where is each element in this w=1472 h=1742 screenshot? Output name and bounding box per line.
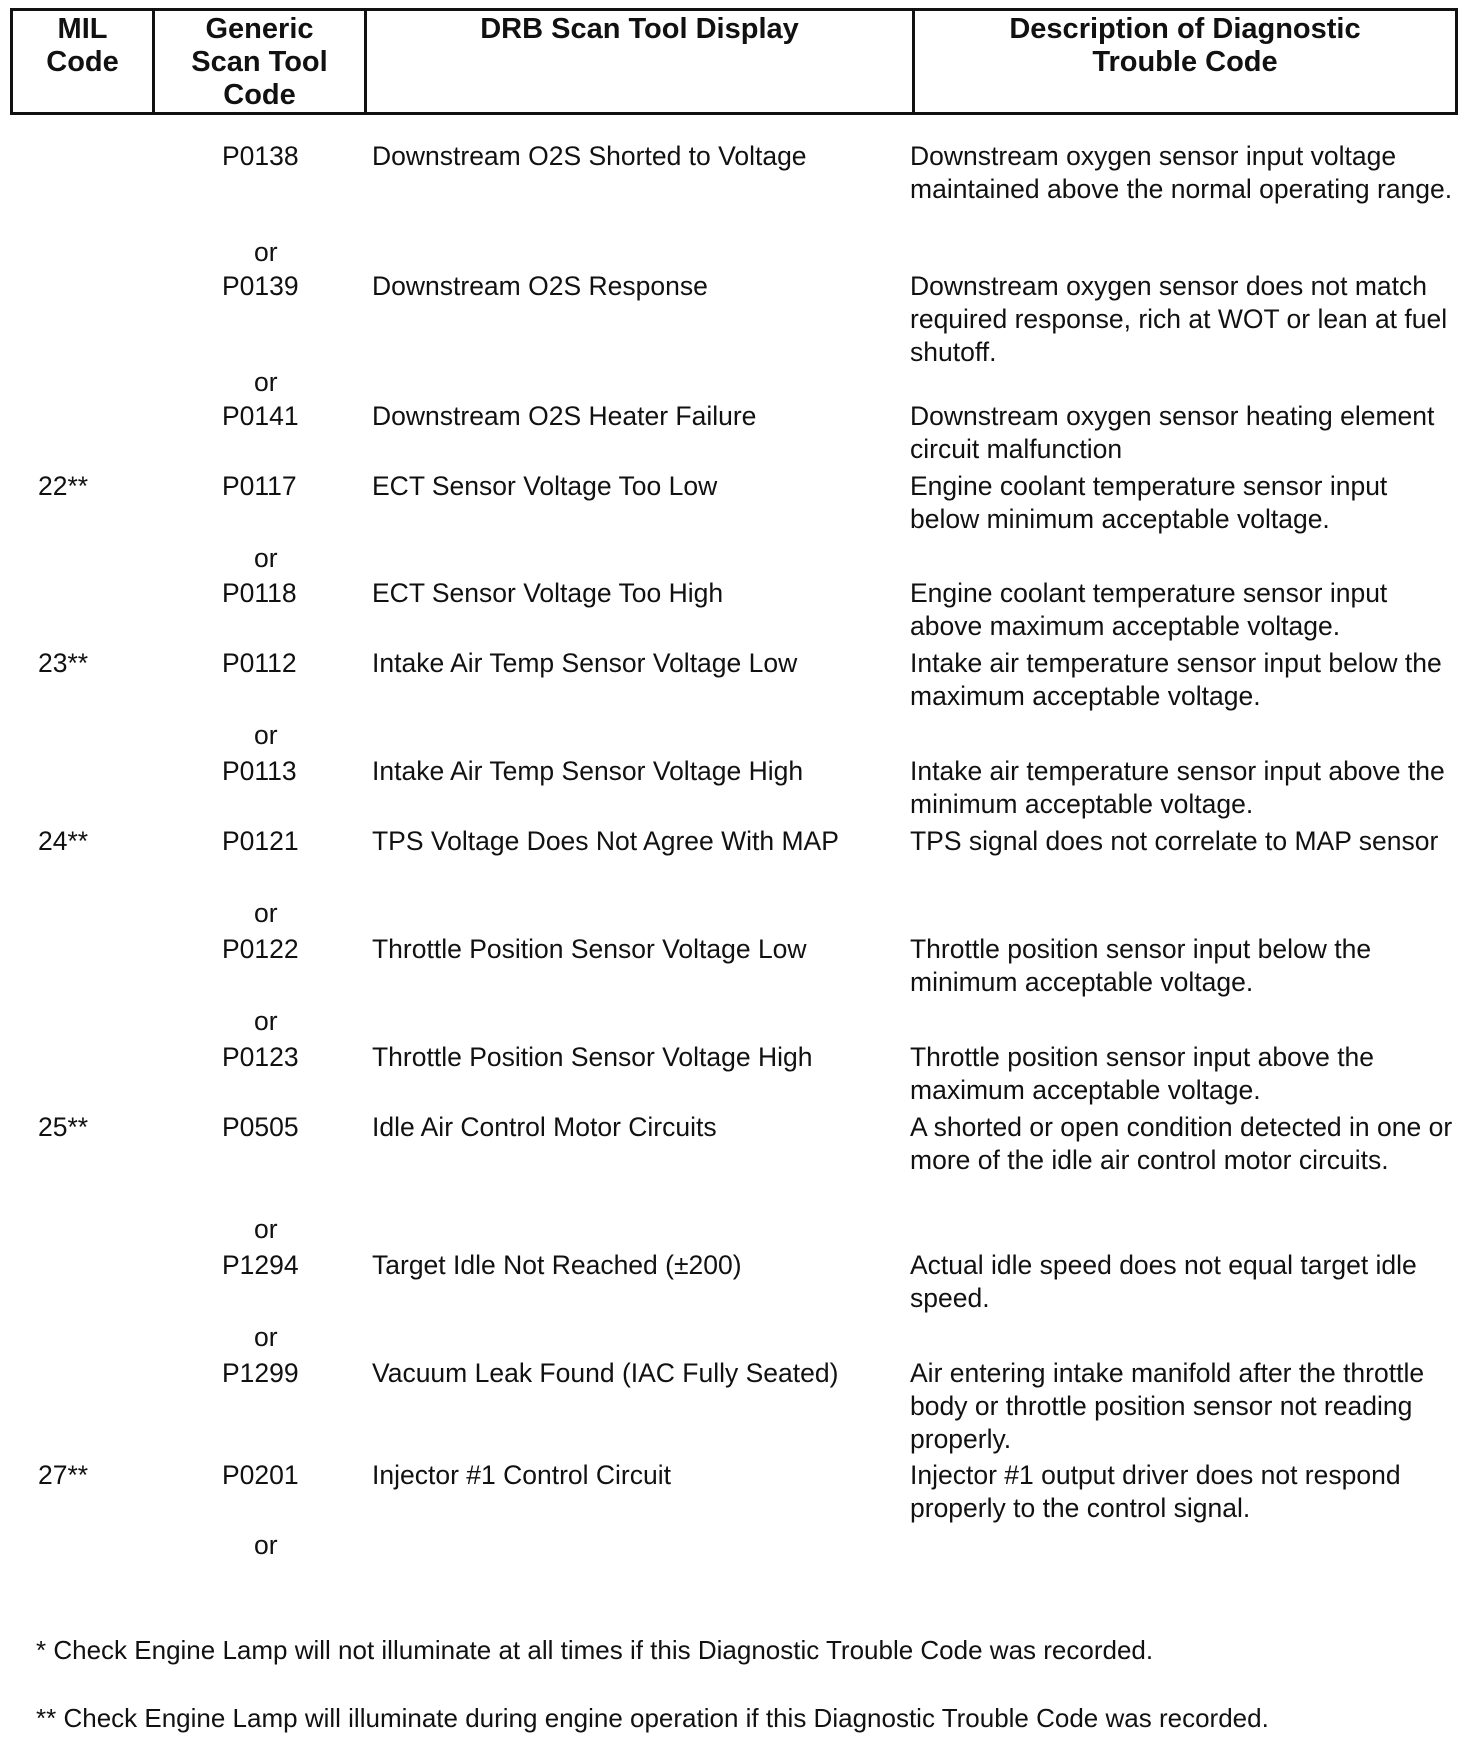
or-label: or <box>254 367 278 397</box>
display-cell: Throttle Position Sensor Voltage Low <box>372 934 807 964</box>
table-row <box>0 577 1472 647</box>
or-separator <box>0 1529 1472 1565</box>
generic-code-cell: P1299 <box>222 1358 299 1388</box>
generic-code-cell: P0201 <box>222 1460 299 1490</box>
dtc-table-body <box>0 140 1472 1565</box>
table-row <box>0 470 1472 542</box>
table-row <box>0 647 1472 719</box>
description-cell: Downstream oxygen sensor input voltage maintained above the normal operating range. <box>910 141 1453 204</box>
or-label: or <box>254 720 278 750</box>
or-label: or <box>254 1530 278 1560</box>
footnote-single-asterisk: * Check Engine Lamp will not illuminate at all times if this Diagnostic Trouble Code was recorded. <box>36 1635 1154 1665</box>
display-cell: Vacuum Leak Found (IAC Fully Seated) <box>372 1358 839 1388</box>
description-cell: Intake air temperature sensor input below the maximum acceptable voltage. <box>910 648 1442 711</box>
display-cell: Throttle Position Sensor Voltage High <box>372 1042 813 1072</box>
display-cell: TPS Voltage Does Not Agree With MAP <box>372 826 839 856</box>
display-cell: Injector #1 Control Circuit <box>372 1460 671 1490</box>
or-label: or <box>254 543 278 573</box>
display-cell: ECT Sensor Voltage Too Low <box>372 471 718 501</box>
table-row <box>0 1459 1472 1529</box>
or-separator <box>0 719 1472 755</box>
mil-code-cell: 22** <box>38 471 89 501</box>
header-drb-scan-tool-display: DRB Scan Tool Display <box>367 11 915 112</box>
description-cell: Downstream oxygen sensor does not match required response, rich at WOT or lean at fuel shutoff. <box>910 271 1448 367</box>
description-cell: Intake air temperature sensor input above the minimum acceptable voltage. <box>910 756 1445 819</box>
table-row <box>0 1357 1472 1459</box>
mil-code-cell: 24** <box>38 826 89 856</box>
display-cell: Intake Air Temp Sensor Voltage Low <box>372 648 798 678</box>
description-cell: Downstream oxygen sensor heating element circuit malfunction <box>910 401 1435 464</box>
or-label: or <box>254 237 278 267</box>
display-cell: Intake Air Temp Sensor Voltage High <box>372 756 804 786</box>
footnote-double-asterisk: ** Check Engine Lamp will illuminate during engine operation if this Diagnostic Trouble Code was recorded. <box>36 1703 1269 1733</box>
generic-code-cell: P0123 <box>222 1042 299 1072</box>
mil-code-cell: 23** <box>38 648 89 678</box>
display-cell: Idle Air Control Motor Circuits <box>372 1112 717 1142</box>
generic-code-cell: P0122 <box>222 934 299 964</box>
table-row <box>0 1041 1472 1111</box>
description-cell: Injector #1 output driver does not respond properly to the control signal. <box>910 1460 1401 1523</box>
description-cell: A shorted or open condition detected in one or more of the idle air control motor circuits. <box>910 1112 1453 1175</box>
table-row <box>0 933 1472 1005</box>
table-row <box>0 1111 1472 1213</box>
generic-code-cell: P0138 <box>222 141 299 171</box>
or-label: or <box>254 1322 278 1352</box>
table-row <box>0 140 1472 236</box>
or-separator <box>0 1321 1472 1357</box>
or-separator <box>0 542 1472 577</box>
generic-code-cell: P1294 <box>222 1250 299 1280</box>
generic-code-cell: P0139 <box>222 271 299 301</box>
generic-code-cell: P0505 <box>222 1112 299 1142</box>
description-cell: Air entering intake manifold after the throttle body or throttle position sensor not reading properly. <box>910 1358 1425 1454</box>
description-cell: Throttle position sensor input above the maximum acceptable voltage. <box>910 1042 1375 1105</box>
table-row <box>0 1249 1472 1321</box>
or-separator <box>0 897 1472 933</box>
table-header <box>10 8 1458 115</box>
mil-code-cell: 25** <box>38 1112 89 1142</box>
description-cell: Engine coolant temperature sensor input above maximum acceptable voltage. <box>910 578 1388 641</box>
or-separator <box>0 1213 1472 1249</box>
or-label: or <box>254 1006 278 1036</box>
table-row <box>0 270 1472 366</box>
table-row <box>0 825 1472 897</box>
description-cell: TPS signal does not correlate to MAP sensor <box>910 826 1439 856</box>
header-generic-scan-tool-code: Generic Scan Tool Code <box>155 11 367 112</box>
or-separator <box>0 1005 1472 1041</box>
or-separator <box>0 366 1472 400</box>
header-mil-code: MIL Code <box>13 11 155 112</box>
display-cell: Target Idle Not Reached (±200) <box>372 1250 742 1280</box>
table-row <box>0 755 1472 825</box>
description-cell: Engine coolant temperature sensor input below minimum acceptable voltage. <box>910 471 1388 534</box>
generic-code-cell: P0117 <box>222 471 297 501</box>
or-separator <box>0 236 1472 270</box>
generic-code-cell: P0121 <box>222 826 299 856</box>
display-cell: Downstream O2S Shorted to Voltage <box>372 141 807 171</box>
header-description: Description of Diagnostic Trouble Code <box>1009 13 1361 78</box>
display-cell: Downstream O2S Heater Failure <box>372 401 757 431</box>
or-label: or <box>254 898 278 928</box>
generic-code-cell: P0113 <box>222 756 297 786</box>
table-row <box>0 400 1472 470</box>
display-cell: ECT Sensor Voltage Too High <box>372 578 724 608</box>
description-cell: Actual idle speed does not equal target idle speed. <box>910 1250 1417 1313</box>
generic-code-cell: P0141 <box>222 401 299 431</box>
description-cell: Throttle position sensor input below the minimum acceptable voltage. <box>910 934 1372 997</box>
display-cell: Downstream O2S Response <box>372 271 708 301</box>
generic-code-cell: P0112 <box>222 648 297 678</box>
mil-code-cell: 27** <box>38 1460 89 1490</box>
or-label: or <box>254 1214 278 1244</box>
generic-code-cell: P0118 <box>222 578 297 608</box>
